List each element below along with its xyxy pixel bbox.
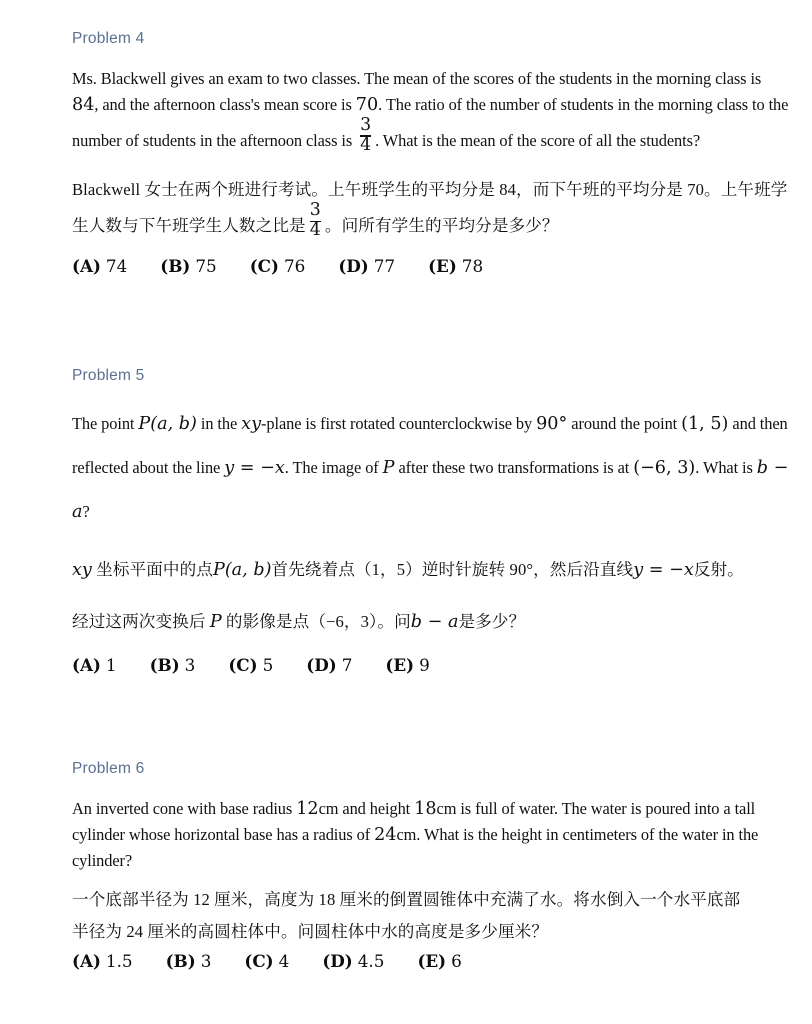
math-image-point: (−6, 3) [633,458,696,479]
answer-choices-5 [72,653,790,678]
text-fragment: . What is the mean of the score of all the students? [375,130,701,150]
text-fragment: after these two transformations is at [394,458,634,478]
problem-block-4 [72,30,790,279]
choice-label: (B) [160,255,191,276]
choice-value: 3 [184,655,196,676]
math-p: P [382,458,395,479]
problem-5-chinese-block [72,556,790,636]
choice-value: 4 [278,950,290,971]
choice-label: (B) [165,950,196,971]
text-fragment: 坐标平面中的点 [91,560,213,580]
choice-label: (E) [385,655,415,676]
math-fraction-ratio-zh [308,199,323,241]
math-radius-12: 12 [296,798,319,819]
answer-choice-b[interactable] [166,949,212,974]
answer-choice-c[interactable] [244,949,289,974]
math-radius-24: 24 [374,824,397,845]
problem-6-chinese-line-1: 一个底部半径为 12 厘米，高度为 18 厘米的倒置圆锥体中充满了水。将水倒入一个水平底部 [72,889,741,909]
choice-value: 77 [373,255,396,276]
problem-heading-6: Problem 6 [72,760,145,778]
choice-label: (C) [249,255,279,276]
problem-block-5 [72,367,790,679]
answer-choice-d[interactable] [306,653,352,678]
text-fragment: 首先绕着点（1，5）逆时针旋转 90°，然后沿直线 [271,560,634,580]
answer-choice-c[interactable] [250,254,306,279]
text-fragment: . What is the height in centimeters of the water in the cylinder? [72,824,759,870]
choice-label: (E) [417,950,447,971]
unit-cm: cm [436,798,457,818]
math-point-p: P(a, b) [138,414,197,435]
text-fragment: -plane is first rotated counterclockwise by [261,414,537,434]
choice-value: 76 [283,255,306,276]
unit-cm: cm [396,824,417,844]
choice-label: (D) [306,655,337,676]
choice-label: (A) [72,950,101,971]
problem-4-english-statement [72,66,790,156]
math-line-y-eq-neg-x: y = −x [224,458,285,479]
math-value-afternoon-mean: 70 [355,94,379,115]
text-fragment: is full of water. The water is poured into a tall cylinder whose horizontal base has a radius of [72,798,756,844]
choice-value: 6 [451,950,462,971]
math-angle-90: 90° [536,414,568,435]
math-height-18: 18 [414,798,437,819]
fraction-denominator: 4 [309,220,321,241]
text-fragment: 的影像是点（−6，3）。问 [221,612,411,632]
choice-label: (D) [338,255,369,276]
choice-value: 5 [262,655,274,676]
text-fragment: . The ratio of the number of students in the morning class to the number of students in the afternoon class is [72,94,789,150]
choice-label: (C) [244,950,274,971]
choice-label: (C) [228,655,258,676]
text-fragment: The point [72,414,139,434]
choice-value: 9 [419,655,430,676]
problem-5-chinese-line-1 [72,556,790,584]
text-fragment: , and the afternoon class's mean score is [94,94,356,114]
choice-value: 4.5 [357,950,385,971]
answer-choice-e[interactable] [385,653,429,678]
choice-value: 78 [461,255,484,276]
math-line-y-eq-neg-x-zh: y = −x [633,560,694,581]
answer-choice-a[interactable] [72,254,127,279]
text-fragment: Blackwell 女士在两个班进行考试。上午班学生的平均分是 84，而下午班的平均分是 70。上午班学生人数与下午班学生人数之比是 [72,179,788,235]
choice-value: 3 [200,950,212,971]
answer-choice-b[interactable] [160,254,216,279]
math-b-minus-a: b − a [72,458,789,523]
answer-choices-6 [72,949,790,974]
choice-label: (E) [428,255,457,276]
answer-choice-d[interactable] [338,254,395,279]
problem-4-chinese-block [72,176,790,241]
choice-value: 7 [341,655,353,676]
math-xy: xy [241,414,262,435]
fraction-numerator: 3 [360,114,372,135]
choice-label: (B) [149,655,180,676]
choice-label: (A) [72,655,101,676]
answer-choice-e[interactable] [428,254,483,279]
math-p-zh: P [209,612,222,633]
text-fragment: in the [196,414,242,434]
problem-block-6 [72,760,790,974]
text-fragment: 经过这两次变换后 [72,612,210,632]
problem-5-english-statement [72,402,790,534]
math-b-minus-a-zh: b − a [410,612,459,633]
text-fragment: 是多少？ [458,612,526,632]
answer-choice-b[interactable] [150,653,196,678]
text-fragment: and then reflected about the line [72,414,788,478]
problem-4-chinese-statement [72,176,790,241]
text-fragment: An inverted cone with base radius [72,798,297,818]
text-fragment: and height [338,798,415,818]
answer-choice-d[interactable] [322,949,384,974]
text-fragment: 反射。 [693,560,744,580]
text-fragment: ? [82,502,90,522]
fraction-denominator: 4 [360,135,372,156]
math-xy-zh: xy [72,560,92,581]
problem-heading-5: Problem 5 [72,366,145,384]
answer-choice-a[interactable] [72,653,117,678]
text-fragment: Ms. Blackwell gives an exam to two classes. The mean of the scores of the students in the morning class is [72,68,762,88]
answer-choice-e[interactable] [417,949,461,974]
choice-value: 1.5 [105,950,133,971]
answer-choice-c[interactable] [228,653,273,678]
math-fraction-ratio [358,114,373,156]
text-fragment: around the point [567,414,682,434]
math-point-1-5: (1, 5) [681,414,729,435]
problem-5-chinese-line-2 [72,608,790,636]
choice-label: (D) [322,950,353,971]
problem-6-chinese-block [72,886,790,945]
math-value-morning-mean: 84 [72,94,95,115]
text-fragment: . The image of [284,458,383,478]
text-fragment: 。问所有学生的平均分是多少？ [324,215,559,235]
choice-value: 1 [105,655,117,676]
problem-heading-4: Problem 4 [72,30,145,47]
fraction-numerator: 3 [309,199,321,220]
problem-6-english-statement [72,796,790,874]
unit-cm: cm [318,798,339,818]
answer-choice-a[interactable] [72,949,133,974]
answer-choices-4 [72,254,790,279]
problem-6-chinese-line-2: 半径为 24 厘米的高圆柱体中。问圆柱体中水的高度是多少厘米？ [72,921,549,941]
choice-label: (A) [72,255,101,276]
choice-value: 74 [105,255,128,276]
math-point-p-zh: P(a, b) [212,560,272,581]
text-fragment: . What is [695,458,757,478]
choice-value: 75 [195,255,217,276]
